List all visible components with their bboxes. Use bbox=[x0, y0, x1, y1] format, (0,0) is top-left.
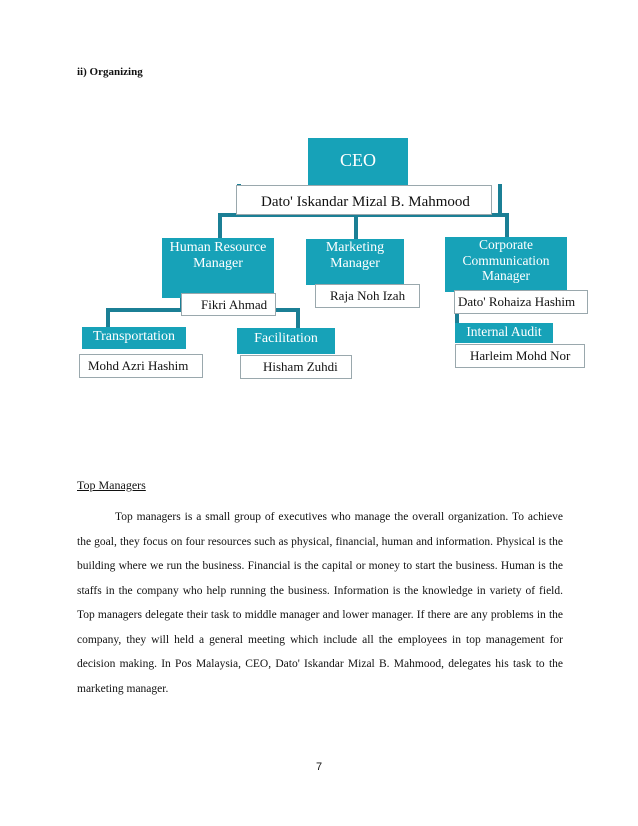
ceo-name: Dato' Iskandar Mizal B. Mahmood bbox=[236, 185, 492, 215]
hr-manager-title: Human Resource Manager bbox=[169, 240, 267, 272]
facilitation-name: Hisham Zuhdi bbox=[240, 355, 352, 379]
facilitation-box bbox=[237, 328, 335, 354]
connector bbox=[354, 213, 358, 240]
corporate-communication-manager-name: Dato' Rohaiza Hashim bbox=[454, 290, 588, 314]
marketing-manager-box bbox=[306, 239, 404, 285]
transportation-title: Transportation bbox=[93, 329, 175, 344]
ceo-box bbox=[308, 138, 408, 186]
connector bbox=[218, 213, 222, 239]
internal-audit-title: Internal Audit bbox=[466, 324, 542, 339]
connector bbox=[106, 308, 110, 328]
connector bbox=[498, 184, 502, 216]
marketing-manager-name: Raja Noh Izah bbox=[315, 284, 420, 308]
transportation-name: Mohd Azri Hashim bbox=[79, 354, 203, 378]
top-managers-heading: Top Managers bbox=[77, 478, 146, 492]
section-heading: ii) Organizing bbox=[77, 66, 143, 78]
ceo-title: CEO bbox=[340, 150, 376, 170]
hr-manager-name: Fikri Ahmad bbox=[181, 293, 276, 316]
connector bbox=[296, 308, 300, 328]
corporate-communication-manager-box bbox=[445, 237, 567, 292]
hr-manager-box bbox=[162, 238, 274, 298]
internal-audit-name: Harleim Mohd Nor bbox=[455, 344, 585, 368]
facilitation-title: Facilitation bbox=[254, 331, 318, 346]
org-chart bbox=[0, 0, 638, 400]
marketing-manager-title: Marketing Manager bbox=[325, 240, 385, 272]
connector bbox=[505, 213, 509, 239]
internal-audit-box bbox=[455, 323, 553, 343]
top-managers-paragraph: Top managers is a small group of executives who manage the overall organization. To achieve the goal, they focus on four resources such as physical, financial, human and information. Physical is the building where we run the business. Financial is the capital or money to start the business. Human is the staffs in the company who help running the business. Information is the knowledge in variety of field. Top managers delegate their task to middle manager and lower manager. If there are any problems in the company, they will held a general meeting which include all the employees in top management for decision making. In Pos Malaysia, CEO, Dato' Iskandar Mizal B. Mahmood, delegates his task to the marketing manager. bbox=[77, 511, 563, 695]
connector bbox=[455, 314, 459, 323]
page-number: 7 bbox=[315, 761, 323, 773]
transportation-box bbox=[82, 327, 186, 349]
corporate-communication-manager-title: Corporate Communication Manager bbox=[462, 237, 550, 284]
